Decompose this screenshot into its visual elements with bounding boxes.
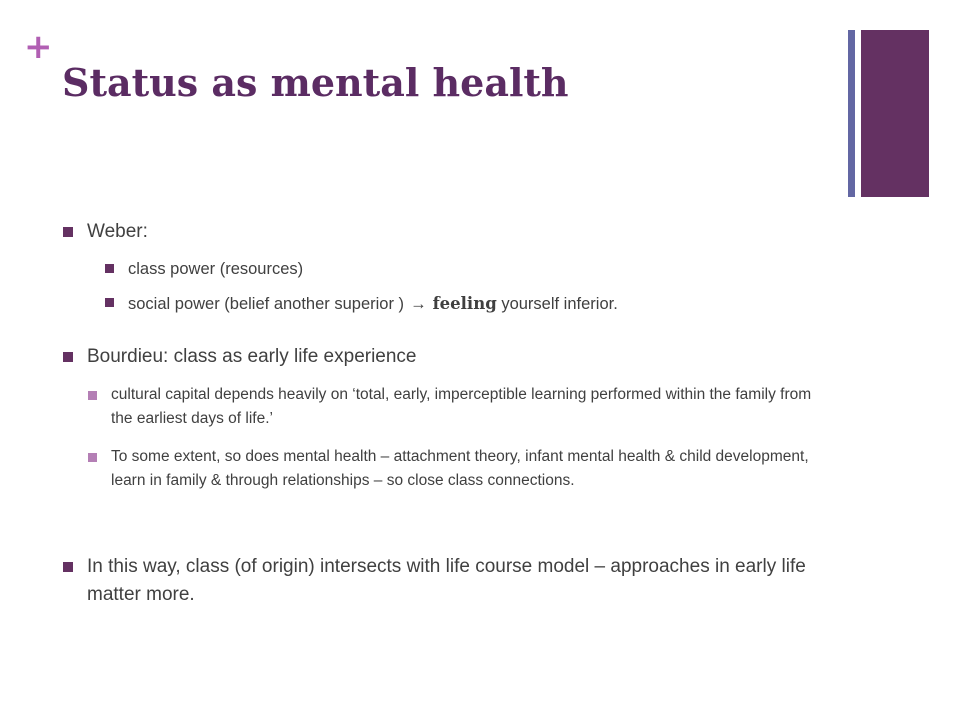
bullet-bourdieu bbox=[63, 343, 417, 371]
slide-title: Status as mental health bbox=[62, 60, 569, 105]
bullet-conclusion-text: In this way, class (of origin) intersects with life course model – approaches in early life matter more. bbox=[87, 556, 806, 605]
bullet-bourdieu-text: Bourdieu: class as early life experience bbox=[87, 346, 417, 367]
bullet-square-icon bbox=[105, 298, 114, 307]
bullet-social-power-text bbox=[128, 290, 618, 318]
accent-bar-wide bbox=[861, 30, 929, 197]
bullet-weber bbox=[63, 218, 148, 246]
bullet-square-icon bbox=[88, 453, 97, 462]
plus-icon: + bbox=[24, 27, 53, 67]
bullet-square-icon bbox=[63, 352, 73, 362]
social-power-text: social power (belief another superior ) bbox=[128, 295, 405, 313]
bullet-square-icon bbox=[63, 562, 73, 572]
bullet-square-icon bbox=[63, 227, 73, 237]
bullet-square-icon bbox=[88, 391, 97, 400]
feeling-emphasis: feeling bbox=[432, 294, 497, 313]
bullet-mental-health-text: To some extent, so does mental health – attachment theory, infant mental health & child development, learn in family & through relationships – so close class connections. bbox=[111, 448, 809, 489]
inferior-text: yourself inferior. bbox=[501, 295, 618, 313]
bullet-class-power-text: class power (resources) bbox=[128, 260, 304, 278]
bullet-square-icon bbox=[105, 264, 114, 273]
bullet-conclusion bbox=[63, 553, 823, 609]
bullet-cultural-capital bbox=[88, 383, 828, 431]
bullet-social-power bbox=[105, 290, 618, 318]
bullet-class-power bbox=[105, 256, 303, 283]
bullet-cultural-capital-text: cultural capital depends heavily on ‘total, early, imperceptible learning performed within the family from the earliest days of life.’ bbox=[111, 386, 812, 427]
arrow-right-icon: → bbox=[410, 295, 427, 313]
bullet-weber-text: Weber: bbox=[87, 221, 148, 242]
accent-bar-thin bbox=[848, 30, 855, 197]
bullet-mental-health bbox=[88, 445, 818, 493]
